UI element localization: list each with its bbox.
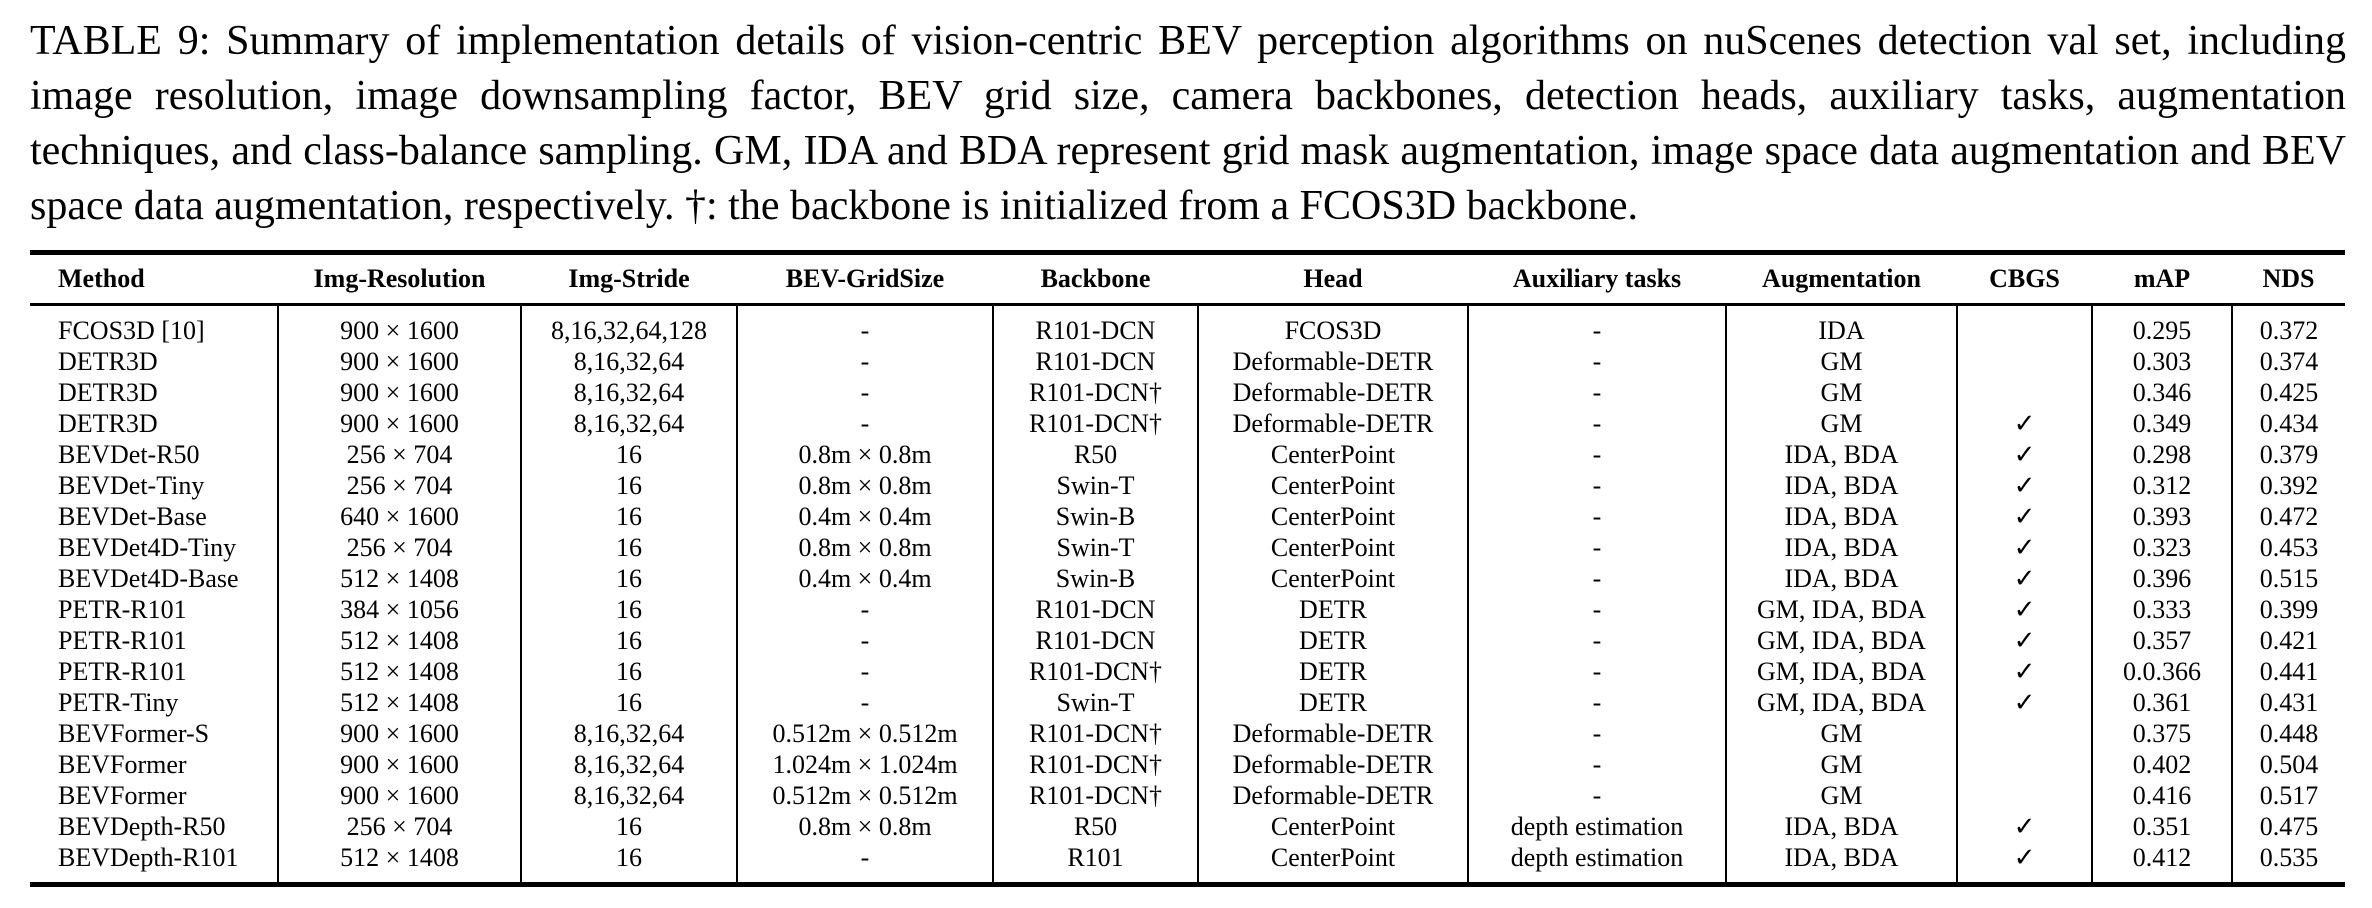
cell-img-resolution: 512 × 1408 [278, 625, 521, 656]
cell-img-stride: 8,16,32,64,128 [521, 305, 737, 347]
cell-augmentation: IDA, BDA [1726, 563, 1957, 594]
cell-method: BEVDet4D-Tiny [58, 533, 237, 562]
table-row [30, 718, 2345, 749]
cell-img-stride: 8,16,32,64 [521, 718, 737, 749]
cell-img-stride: 16 [521, 811, 737, 842]
cell-img-stride: 16 [521, 501, 737, 532]
cell-bev-gridsize: - [737, 377, 993, 408]
table-row [30, 842, 2345, 885]
cell-map: 0.323 [2092, 532, 2232, 563]
cell-backbone: Swin-B [993, 563, 1198, 594]
cell-nds: 0.372 [2232, 305, 2345, 347]
cell-nds: 0.453 [2232, 532, 2345, 563]
cell-augmentation: IDA, BDA [1726, 811, 1957, 842]
cell-bev-gridsize: 0.4m × 0.4m [737, 501, 993, 532]
cell-bev-gridsize: - [737, 594, 993, 625]
implementation-details-table [30, 250, 2345, 887]
cell-bev-gridsize: - [737, 625, 993, 656]
cell-method: BEVDet-R50 [58, 440, 200, 469]
cell-backbone: R101-DCN† [993, 718, 1198, 749]
cell-backbone: R101-DCN† [993, 656, 1198, 687]
checkmark-icon: ✓ [2013, 657, 2036, 686]
column-header-backbone: Backbone [993, 253, 1198, 305]
cell-method: DETR3D [58, 347, 158, 376]
cell-nds: 0.392 [2232, 470, 2345, 501]
cell-backbone: Swin-T [993, 470, 1198, 501]
cell-backbone: Swin-B [993, 501, 1198, 532]
cell-auxiliary-tasks: - [1468, 687, 1726, 718]
cell-backbone: R50 [993, 439, 1198, 470]
cell-auxiliary-tasks: - [1468, 563, 1726, 594]
cell-img-resolution: 256 × 704 [278, 811, 521, 842]
checkmark-icon: ✓ [2013, 626, 2036, 655]
cell-auxiliary-tasks: depth estimation [1468, 842, 1726, 885]
table-body [30, 305, 2345, 885]
cell-head: Deformable-DETR [1198, 780, 1468, 811]
cell-auxiliary-tasks: - [1468, 749, 1726, 780]
cell-img-resolution: 256 × 704 [278, 532, 521, 563]
cell-head: CenterPoint [1198, 842, 1468, 885]
cell-method: BEVDepth-R50 [58, 812, 226, 841]
column-header-bev-gridsize: BEV-GridSize [737, 253, 993, 305]
cell-img-resolution: 900 × 1600 [278, 377, 521, 408]
cell-img-stride: 16 [521, 842, 737, 885]
table-row [30, 625, 2345, 656]
cell-backbone: Swin-T [993, 532, 1198, 563]
cell-map: 0.351 [2092, 811, 2232, 842]
cell-nds: 0.504 [2232, 749, 2345, 780]
cell-auxiliary-tasks: - [1468, 780, 1726, 811]
cell-bev-gridsize: - [737, 305, 993, 347]
cell-head: DETR [1198, 594, 1468, 625]
cell-head: Deformable-DETR [1198, 377, 1468, 408]
cell-map: 0.333 [2092, 594, 2232, 625]
cell-cbgs [1957, 718, 2092, 749]
cell-bev-gridsize: 0.8m × 0.8m [737, 439, 993, 470]
cell-img-stride: 16 [521, 687, 737, 718]
cell-map: 0.375 [2092, 718, 2232, 749]
cell-method: BEVFormer [58, 781, 187, 810]
cell-method: BEVDet-Base [58, 502, 207, 531]
table-row [30, 470, 2345, 501]
cell-auxiliary-tasks: - [1468, 470, 1726, 501]
cell-cbgs [1957, 842, 2092, 885]
table-row [30, 563, 2345, 594]
checkmark-icon: ✓ [2013, 812, 2036, 841]
cell-bev-gridsize: 0.512m × 0.512m [737, 780, 993, 811]
cell-img-resolution: 512 × 1408 [278, 563, 521, 594]
cell-head: CenterPoint [1198, 811, 1468, 842]
cell-img-resolution: 512 × 1408 [278, 687, 521, 718]
cell-cbgs [1957, 470, 2092, 501]
cell-img-stride: 16 [521, 625, 737, 656]
column-header-img-resolution: Img-Resolution [278, 253, 521, 305]
cell-backbone: R101-DCN [993, 625, 1198, 656]
checkmark-icon: ✓ [2013, 409, 2036, 438]
checkmark-icon: ✓ [2013, 843, 2036, 872]
cell-cbgs [1957, 625, 2092, 656]
column-header-cbgs: CBGS [1957, 253, 2092, 305]
cell-cbgs [1957, 377, 2092, 408]
cell-augmentation: GM, IDA, BDA [1726, 594, 1957, 625]
cell-head: DETR [1198, 656, 1468, 687]
cell-augmentation: GM [1726, 718, 1957, 749]
cell-img-resolution: 256 × 704 [278, 470, 521, 501]
table-row [30, 687, 2345, 718]
cell-nds: 0.472 [2232, 501, 2345, 532]
cell-img-resolution: 900 × 1600 [278, 346, 521, 377]
cell-augmentation: GM [1726, 377, 1957, 408]
table-header-row [30, 253, 2345, 305]
cell-backbone: R101-DCN [993, 305, 1198, 347]
cell-head: Deformable-DETR [1198, 749, 1468, 780]
cell-bev-gridsize: 0.4m × 0.4m [737, 563, 993, 594]
table-caption: TABLE 9: Summary of implementation details of vision-centric BEV perception algorithms on nuScenes detection val set, including image resolution, image downsampling factor, BEV grid size, camera backbones, detection heads, auxiliary tasks, augmentation techniques, and class-balance sampling. GM, IDA and BDA represent grid mask augmentation, image space data augmentation and BEV space data augmentation, respectively. †: the backbone is initialized from a FCOS3D backbone. [30, 18, 2346, 229]
table-row [30, 656, 2345, 687]
table-row [30, 532, 2345, 563]
cell-head: DETR [1198, 625, 1468, 656]
cell-head: CenterPoint [1198, 470, 1468, 501]
cell-map: 0.303 [2092, 346, 2232, 377]
checkmark-icon: ✓ [2013, 533, 2036, 562]
cell-img-resolution: 512 × 1408 [278, 656, 521, 687]
cell-nds: 0.399 [2232, 594, 2345, 625]
cell-img-resolution: 256 × 704 [278, 439, 521, 470]
table-row [30, 780, 2345, 811]
table-row [30, 305, 2345, 347]
cell-auxiliary-tasks: - [1468, 346, 1726, 377]
cell-img-stride: 16 [521, 563, 737, 594]
cell-head: Deformable-DETR [1198, 346, 1468, 377]
cell-map: 0.357 [2092, 625, 2232, 656]
cell-backbone: R101-DCN [993, 594, 1198, 625]
cell-cbgs [1957, 594, 2092, 625]
cell-method: PETR-R101 [58, 657, 187, 686]
cell-auxiliary-tasks: - [1468, 439, 1726, 470]
cell-augmentation: IDA, BDA [1726, 470, 1957, 501]
cell-img-stride: 16 [521, 439, 737, 470]
cell-map: 0.416 [2092, 780, 2232, 811]
cell-auxiliary-tasks: - [1468, 625, 1726, 656]
cell-nds: 0.374 [2232, 346, 2345, 377]
cell-backbone: R101-DCN† [993, 377, 1198, 408]
cell-head: Deformable-DETR [1198, 408, 1468, 439]
cell-img-stride: 16 [521, 656, 737, 687]
cell-auxiliary-tasks: - [1468, 718, 1726, 749]
cell-bev-gridsize: 0.512m × 0.512m [737, 718, 993, 749]
cell-cbgs [1957, 780, 2092, 811]
cell-augmentation: IDA, BDA [1726, 439, 1957, 470]
cell-nds: 0.517 [2232, 780, 2345, 811]
cell-nds: 0.441 [2232, 656, 2345, 687]
cell-auxiliary-tasks: - [1468, 377, 1726, 408]
table-row [30, 346, 2345, 377]
column-header-map: mAP [2092, 253, 2232, 305]
cell-augmentation: IDA [1726, 305, 1957, 347]
table-row [30, 594, 2345, 625]
checkmark-icon: ✓ [2013, 688, 2036, 717]
checkmark-icon: ✓ [2013, 595, 2036, 624]
cell-method: DETR3D [58, 378, 158, 407]
cell-augmentation: GM, IDA, BDA [1726, 625, 1957, 656]
cell-augmentation: GM, IDA, BDA [1726, 687, 1957, 718]
cell-backbone: R101-DCN† [993, 408, 1198, 439]
cell-map: 0.298 [2092, 439, 2232, 470]
cell-img-stride: 8,16,32,64 [521, 749, 737, 780]
cell-img-stride: 8,16,32,64 [521, 346, 737, 377]
cell-method: BEVDepth-R101 [58, 843, 239, 872]
cell-augmentation: GM [1726, 408, 1957, 439]
cell-nds: 0.434 [2232, 408, 2345, 439]
cell-img-stride: 16 [521, 532, 737, 563]
cell-head: CenterPoint [1198, 501, 1468, 532]
cell-nds: 0.475 [2232, 811, 2345, 842]
column-header-nds: NDS [2232, 253, 2345, 305]
cell-img-resolution: 512 × 1408 [278, 842, 521, 885]
cell-map: 0.402 [2092, 749, 2232, 780]
cell-method: BEVDet4D-Base [58, 564, 239, 593]
cell-backbone: R101-DCN† [993, 749, 1198, 780]
cell-bev-gridsize: 0.8m × 0.8m [737, 811, 993, 842]
column-header-auxiliary-tasks: Auxiliary tasks [1468, 253, 1726, 305]
cell-img-stride: 8,16,32,64 [521, 408, 737, 439]
cell-cbgs [1957, 346, 2092, 377]
cell-head: CenterPoint [1198, 532, 1468, 563]
cell-auxiliary-tasks: - [1468, 305, 1726, 347]
cell-augmentation: GM [1726, 346, 1957, 377]
cell-backbone: R50 [993, 811, 1198, 842]
cell-img-resolution: 900 × 1600 [278, 305, 521, 347]
cell-img-stride: 8,16,32,64 [521, 377, 737, 408]
cell-cbgs [1957, 532, 2092, 563]
cell-cbgs [1957, 305, 2092, 347]
checkmark-icon: ✓ [2013, 471, 2036, 500]
cell-head: CenterPoint [1198, 439, 1468, 470]
cell-img-resolution: 900 × 1600 [278, 780, 521, 811]
cell-augmentation: IDA, BDA [1726, 501, 1957, 532]
table-header [30, 253, 2345, 305]
cell-img-stride: 16 [521, 594, 737, 625]
cell-augmentation: GM [1726, 749, 1957, 780]
cell-cbgs [1957, 687, 2092, 718]
cell-method: PETR-R101 [58, 595, 187, 624]
cell-augmentation: IDA, BDA [1726, 842, 1957, 885]
cell-bev-gridsize: - [737, 346, 993, 377]
cell-img-stride: 16 [521, 470, 737, 501]
table-row [30, 377, 2345, 408]
cell-bev-gridsize: - [737, 408, 993, 439]
column-header-method: Method [30, 253, 278, 305]
cell-nds: 0.431 [2232, 687, 2345, 718]
cell-bev-gridsize: - [737, 656, 993, 687]
cell-bev-gridsize: 0.8m × 0.8m [737, 470, 993, 501]
cell-method: DETR3D [58, 409, 158, 438]
cell-img-resolution: 384 × 1056 [278, 594, 521, 625]
cell-head: CenterPoint [1198, 563, 1468, 594]
checkmark-icon: ✓ [2013, 502, 2036, 531]
cell-map: 0.295 [2092, 305, 2232, 347]
cell-cbgs [1957, 749, 2092, 780]
cell-head: Deformable-DETR [1198, 718, 1468, 749]
cell-nds: 0.421 [2232, 625, 2345, 656]
cell-augmentation: GM, IDA, BDA [1726, 656, 1957, 687]
cell-cbgs [1957, 656, 2092, 687]
cell-method: PETR-R101 [58, 626, 187, 655]
table-row [30, 501, 2345, 532]
cell-backbone: R101-DCN† [993, 780, 1198, 811]
cell-method: FCOS3D [10] [58, 316, 205, 345]
cell-nds: 0.515 [2232, 563, 2345, 594]
cell-map: 0.396 [2092, 563, 2232, 594]
cell-cbgs [1957, 501, 2092, 532]
table-row [30, 749, 2345, 780]
cell-auxiliary-tasks: - [1468, 501, 1726, 532]
cell-cbgs [1957, 563, 2092, 594]
cell-auxiliary-tasks: depth estimation [1468, 811, 1726, 842]
cell-auxiliary-tasks: - [1468, 408, 1726, 439]
cell-method: PETR-Tiny [58, 688, 179, 717]
cell-auxiliary-tasks: - [1468, 594, 1726, 625]
cell-bev-gridsize: - [737, 687, 993, 718]
cell-cbgs [1957, 408, 2092, 439]
table-row [30, 811, 2345, 842]
column-header-augmentation: Augmentation [1726, 253, 1957, 305]
cell-bev-gridsize: - [737, 842, 993, 885]
cell-map: 0.393 [2092, 501, 2232, 532]
cell-map: 0.312 [2092, 470, 2232, 501]
cell-augmentation: IDA, BDA [1726, 532, 1957, 563]
cell-img-resolution: 640 × 1600 [278, 501, 521, 532]
column-header-img-stride: Img-Stride [521, 253, 737, 305]
cell-map: 0.412 [2092, 842, 2232, 885]
checkmark-icon: ✓ [2013, 440, 2036, 469]
cell-nds: 0.448 [2232, 718, 2345, 749]
cell-cbgs [1957, 439, 2092, 470]
checkmark-icon: ✓ [2013, 564, 2036, 593]
cell-map: 0.346 [2092, 377, 2232, 408]
cell-img-resolution: 900 × 1600 [278, 718, 521, 749]
cell-map: 0.361 [2092, 687, 2232, 718]
cell-img-stride: 8,16,32,64 [521, 780, 737, 811]
cell-augmentation: GM [1726, 780, 1957, 811]
cell-map: 0.0.366 [2092, 656, 2232, 687]
cell-bev-gridsize: 0.8m × 0.8m [737, 532, 993, 563]
cell-backbone: Swin-T [993, 687, 1198, 718]
cell-method: BEVDet-Tiny [58, 471, 205, 500]
table-row [30, 408, 2345, 439]
cell-auxiliary-tasks: - [1468, 656, 1726, 687]
cell-nds: 0.379 [2232, 439, 2345, 470]
cell-nds: 0.425 [2232, 377, 2345, 408]
cell-cbgs [1957, 811, 2092, 842]
cell-bev-gridsize: 1.024m × 1.024m [737, 749, 993, 780]
cell-nds: 0.535 [2232, 842, 2345, 885]
cell-backbone: R101-DCN [993, 346, 1198, 377]
cell-backbone: R101 [993, 842, 1198, 885]
cell-head: FCOS3D [1198, 305, 1468, 347]
cell-method: BEVFormer-S [58, 719, 210, 748]
column-header-head: Head [1198, 253, 1468, 305]
cell-img-resolution: 900 × 1600 [278, 749, 521, 780]
cell-img-resolution: 900 × 1600 [278, 408, 521, 439]
table-row [30, 439, 2345, 470]
cell-head: DETR [1198, 687, 1468, 718]
cell-method: BEVFormer [58, 750, 187, 779]
cell-map: 0.349 [2092, 408, 2232, 439]
cell-auxiliary-tasks: - [1468, 532, 1726, 563]
